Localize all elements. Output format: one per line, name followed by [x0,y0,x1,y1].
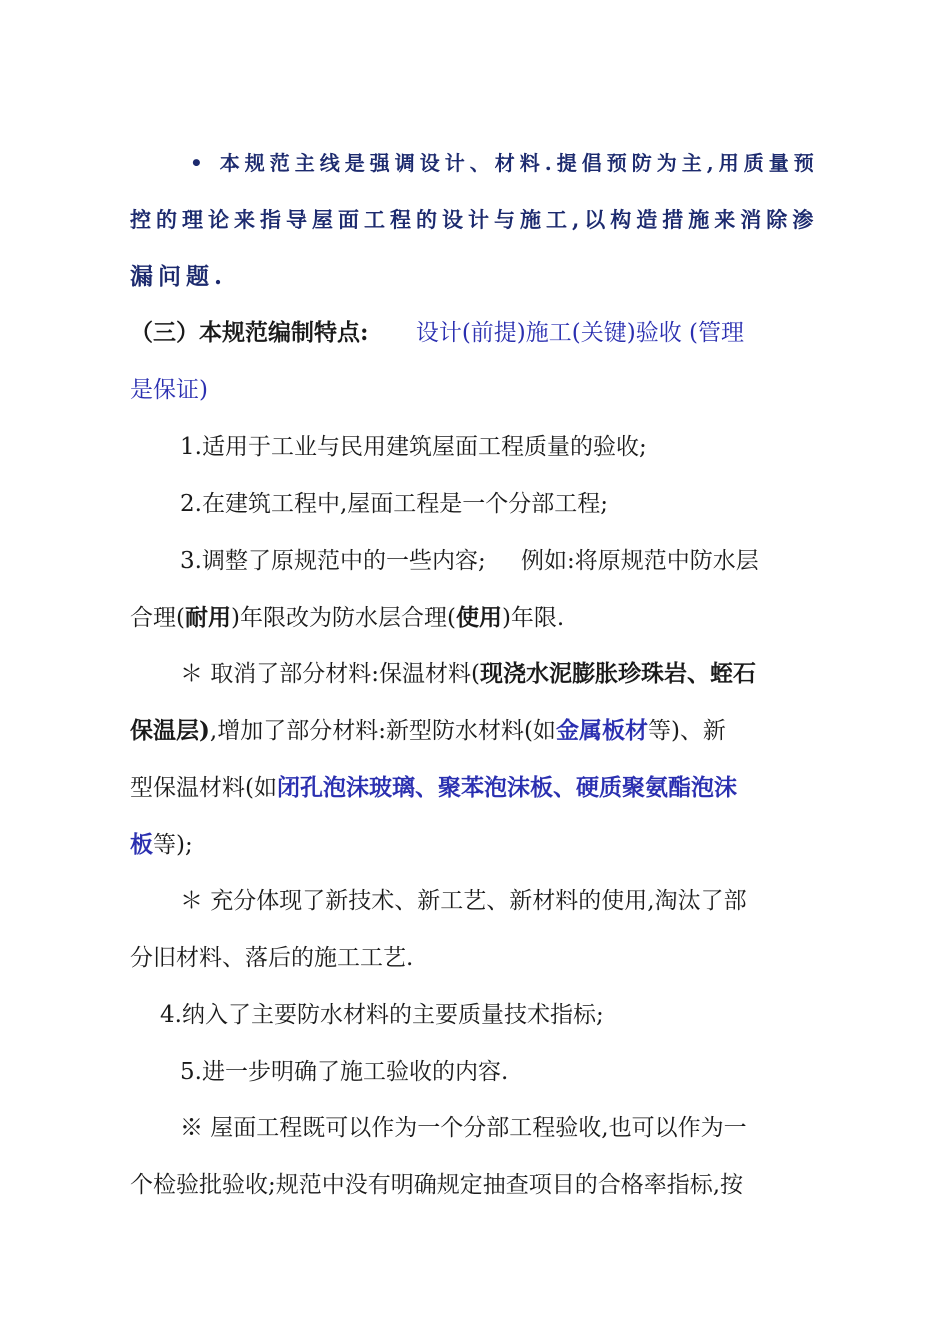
note-line-2: 个检验批验收;规范中没有明确规定抽查项目的合格率指标,按 [130,1172,744,1198]
item-5: 5.进一步明确了施工验收的内容. [180,1059,509,1085]
materials-removed: 现浇水泥膨胀珍珠岩、蛭石 [480,660,757,687]
materials-text-c: 等)、新 [647,718,726,744]
section-3-tagline-1: 设计(前提)施工(关键)验收 (管理 [415,320,744,346]
item-1: 1.适用于工业与民用建筑屋面工程质量的验收; [180,434,647,460]
materials-text-a: ＊ 取消了部分材料:保温材料( [180,661,481,687]
materials-line-1 [180,659,830,689]
bullet-line-3: 漏问题. [130,263,228,290]
item-3-line-1 [180,546,830,576]
materials-removed-end: 保温层) [130,717,210,744]
materials-text-e: 等); [153,832,193,858]
item-3-emph-durable: 耐用 [184,604,231,631]
item-3-emph-use: 使用 [455,604,502,631]
materials-metal-sheet: 金属板材 [555,717,648,744]
item-3-text-d: )年限改为防水层合理( [230,605,456,631]
item-2: 2.在建筑工程中,屋面工程是一个分部工程; [180,491,609,517]
materials-line-4 [130,830,830,860]
item-4: 4.纳入了主要防水材料的主要质量技术指标; [160,1002,604,1028]
tech-line-2: 分旧材料、落后的施工工艺. [130,945,414,971]
materials-line-2 [130,716,830,746]
bullet-marker: • [190,151,208,175]
item-3-text-e: )年限. [501,605,565,631]
materials-text-d: 型保温材料(如 [130,775,277,801]
bullet-text-1: 本规范主线是强调设计、材料.提倡预防为主,用质量预 [219,151,819,175]
materials-text-b: ,增加了部分材料:新型防水材料(如 [209,718,556,744]
tech-line-1: ＊ 充分体现了新技术、新工艺、新材料的使用,淘汰了部 [180,888,747,914]
section-3-line-1 [130,318,830,348]
item-3-line-2 [130,603,830,633]
materials-line-3 [130,773,830,803]
item-3-text-c: 合理( [130,605,185,631]
bullet-line-2: 控的理论来指导屋面工程的设计与施工,以构造措施来消除渗 [130,207,819,232]
note-line-1: ※ 屋面工程既可以作为一个分部工程验收,也可以作为一 [180,1115,747,1141]
section-3-tagline-2: 是保证) [130,377,208,403]
materials-insulation-end: 板 [130,831,153,858]
item-3-text-a: 3.调整了原规范中的一些内容; [180,548,486,574]
item-3-text-b: 例如:将原规范中防水层 [521,548,759,574]
bullet-line-1 [190,148,830,178]
materials-insulation-list: 闭孔泡沫玻璃、聚苯泡沫板、硬质聚氨酯泡沫 [276,774,737,801]
section-3-heading: （三）本规范编制特点: [130,319,369,346]
